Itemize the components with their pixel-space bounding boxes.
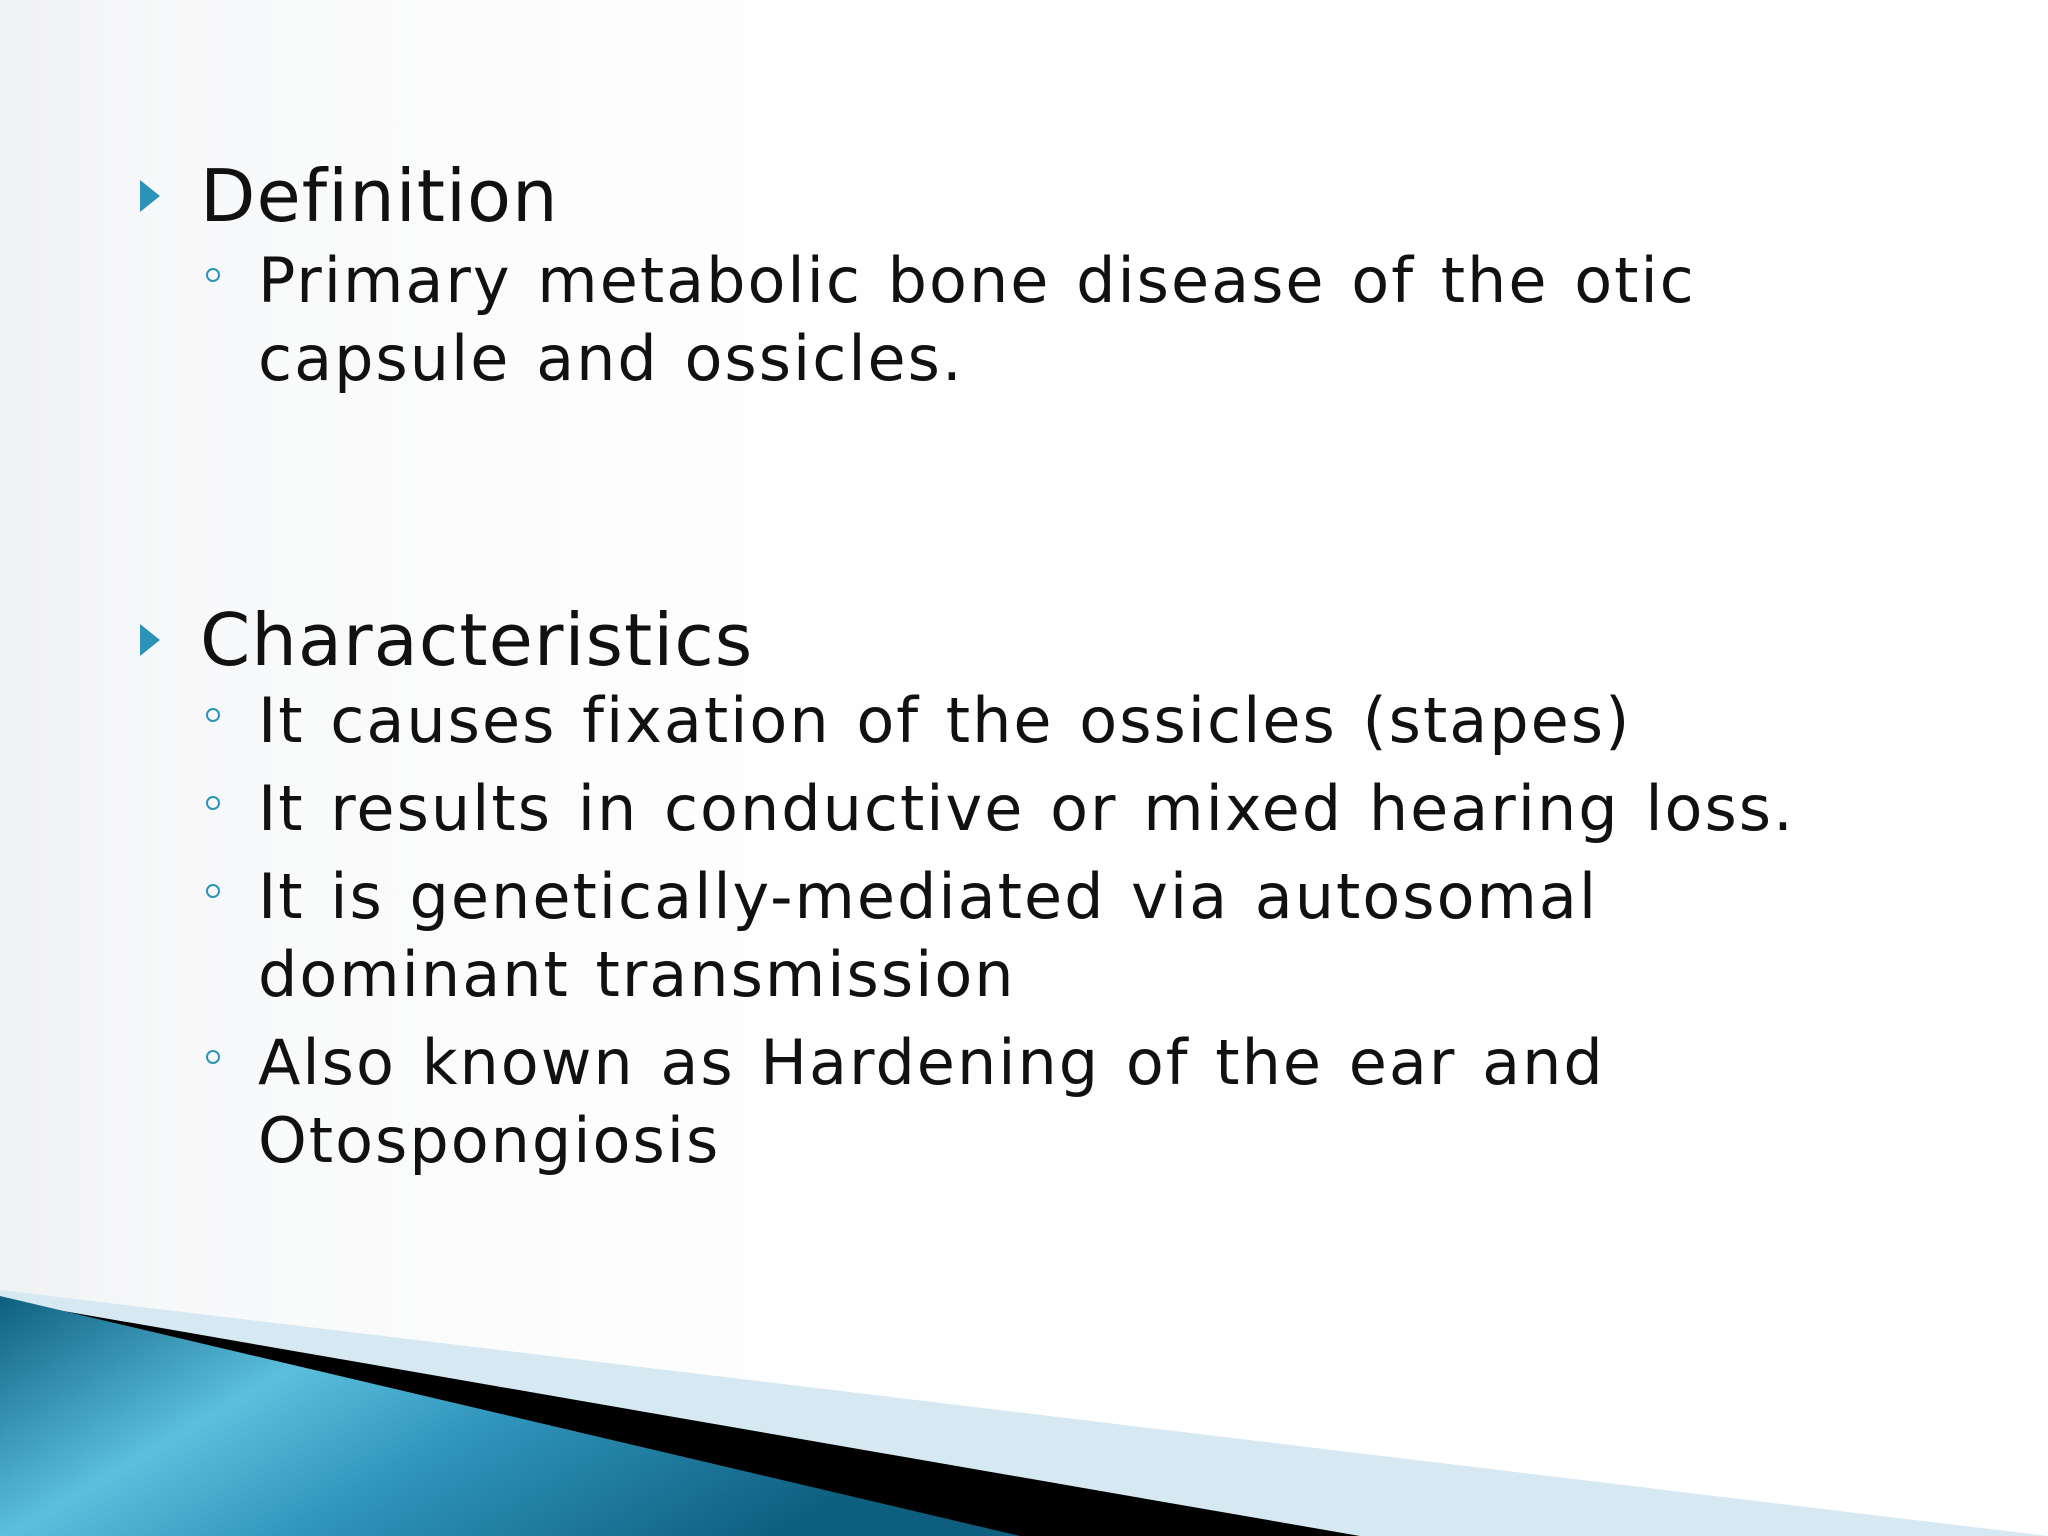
definition-list — [140, 242, 1940, 398]
hollow-circle-icon — [206, 796, 220, 810]
definition-section — [140, 148, 1940, 398]
hollow-circle-icon — [206, 884, 220, 898]
definition-heading-row — [140, 148, 1940, 244]
triangle-right-icon — [140, 592, 200, 688]
list-item-text: It causes fixation of the ossicles (stapes) — [258, 684, 1632, 757]
definition-heading: Definition — [200, 154, 559, 238]
hollow-circle-icon — [206, 1050, 220, 1064]
hollow-circle-icon — [206, 708, 220, 722]
triangle-right-icon — [140, 148, 200, 244]
characteristics-section — [140, 592, 1940, 1180]
hollow-circle-icon — [206, 268, 220, 282]
characteristics-list — [140, 682, 1940, 1180]
list-item-text: Also known as Hardening of the ear and Otospongiosis — [258, 1026, 1605, 1177]
list-item — [140, 682, 1920, 760]
list-item — [140, 770, 1920, 848]
characteristics-heading-row — [140, 592, 1940, 688]
characteristics-heading: Characteristics — [200, 598, 754, 682]
list-item — [140, 858, 1920, 1014]
list-item — [140, 1024, 1920, 1180]
list-item-text: Primary metabolic bone disease of the otic capsule and ossicles. — [258, 244, 1696, 395]
list-item — [140, 242, 1920, 398]
list-item-text: It results in conductive or mixed hearing loss. — [258, 772, 1795, 845]
list-item-text: It is genetically-mediated via autosomal dominant transmission — [258, 860, 1599, 1011]
